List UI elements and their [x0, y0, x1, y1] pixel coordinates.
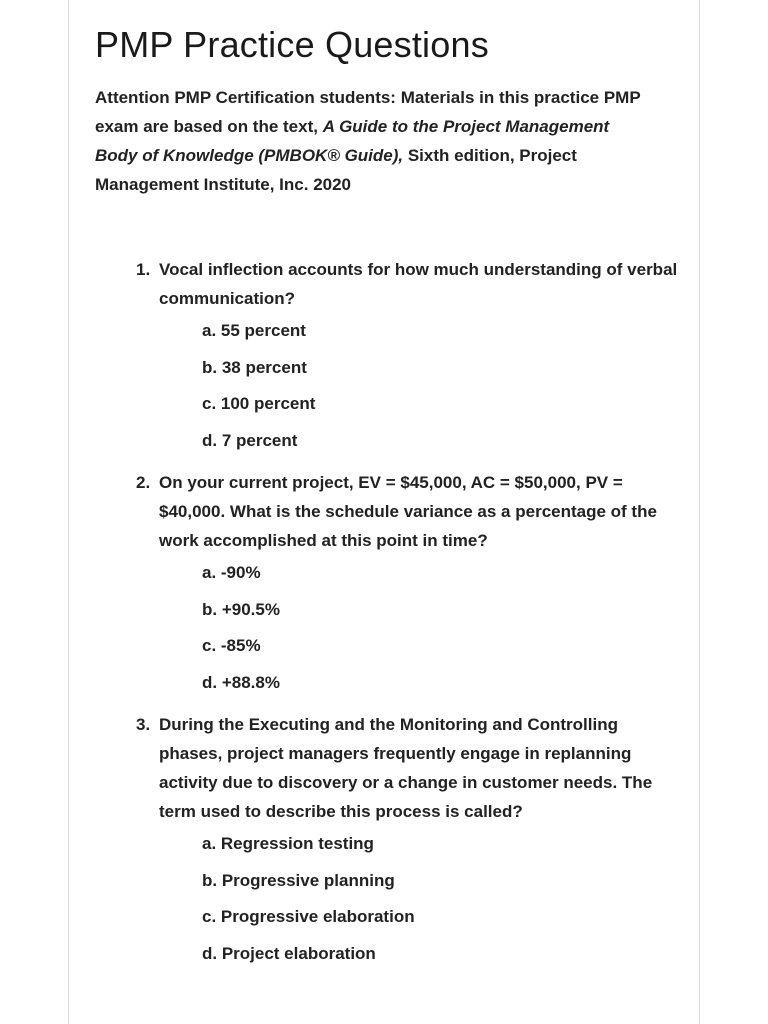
question-number: 3. — [136, 715, 151, 734]
answer-options — [136, 313, 681, 459]
intro-text-end: Sixth edition, Project Management Institute, Inc. 2020 — [95, 146, 577, 194]
answer-option: c. 100 percent — [202, 394, 316, 413]
answer-option: b. Progressive planning — [202, 870, 395, 890]
answer-option: c. -85% — [202, 636, 261, 655]
question-number: 1. — [136, 260, 151, 279]
question-text: During the Executing and the Monitoring and Controlling phases, project managers frequently engage in replanning activity due to discovery or a change in customer needs. The term used to describe this process is called? — [159, 715, 653, 821]
intro-text: Attention PMP Certification students: Materials in this practice PMP exam are based on the text, — [95, 88, 641, 136]
answer-option: d. Project elaboration — [202, 943, 376, 963]
answer-option: b. +90.5% — [202, 599, 280, 619]
question-3 — [136, 710, 681, 972]
answer-option: c. Progressive elaboration — [202, 907, 415, 926]
answer-options — [136, 826, 681, 972]
book-title: A Guide to the Project Management Body of Knowledge (PMBOK® Guide), — [95, 117, 610, 165]
answer-option: a. 55 percent — [202, 321, 306, 340]
page-title: PMP Practice Questions — [95, 24, 489, 65]
question-number: 2. — [136, 473, 151, 492]
answer-option: b. 38 percent — [202, 357, 307, 377]
answer-option: a. Regression testing — [202, 834, 374, 853]
question-list — [136, 255, 681, 981]
answer-option: a. -90% — [202, 563, 261, 582]
question-2 — [136, 468, 681, 701]
answer-option: d. 7 percent — [202, 430, 298, 450]
question-text: Vocal inflection accounts for how much understanding of verbal communication? — [159, 260, 678, 308]
answer-option: d. +88.8% — [202, 672, 280, 692]
answer-options — [136, 555, 681, 701]
question-text: On your current project, EV = $45,000, AC = $50,000, PV = $40,000. What is the schedule variance as a percentage of the work accomplished at this point in time? — [159, 473, 657, 550]
question-1 — [136, 255, 681, 459]
intro-paragraph — [95, 83, 655, 199]
